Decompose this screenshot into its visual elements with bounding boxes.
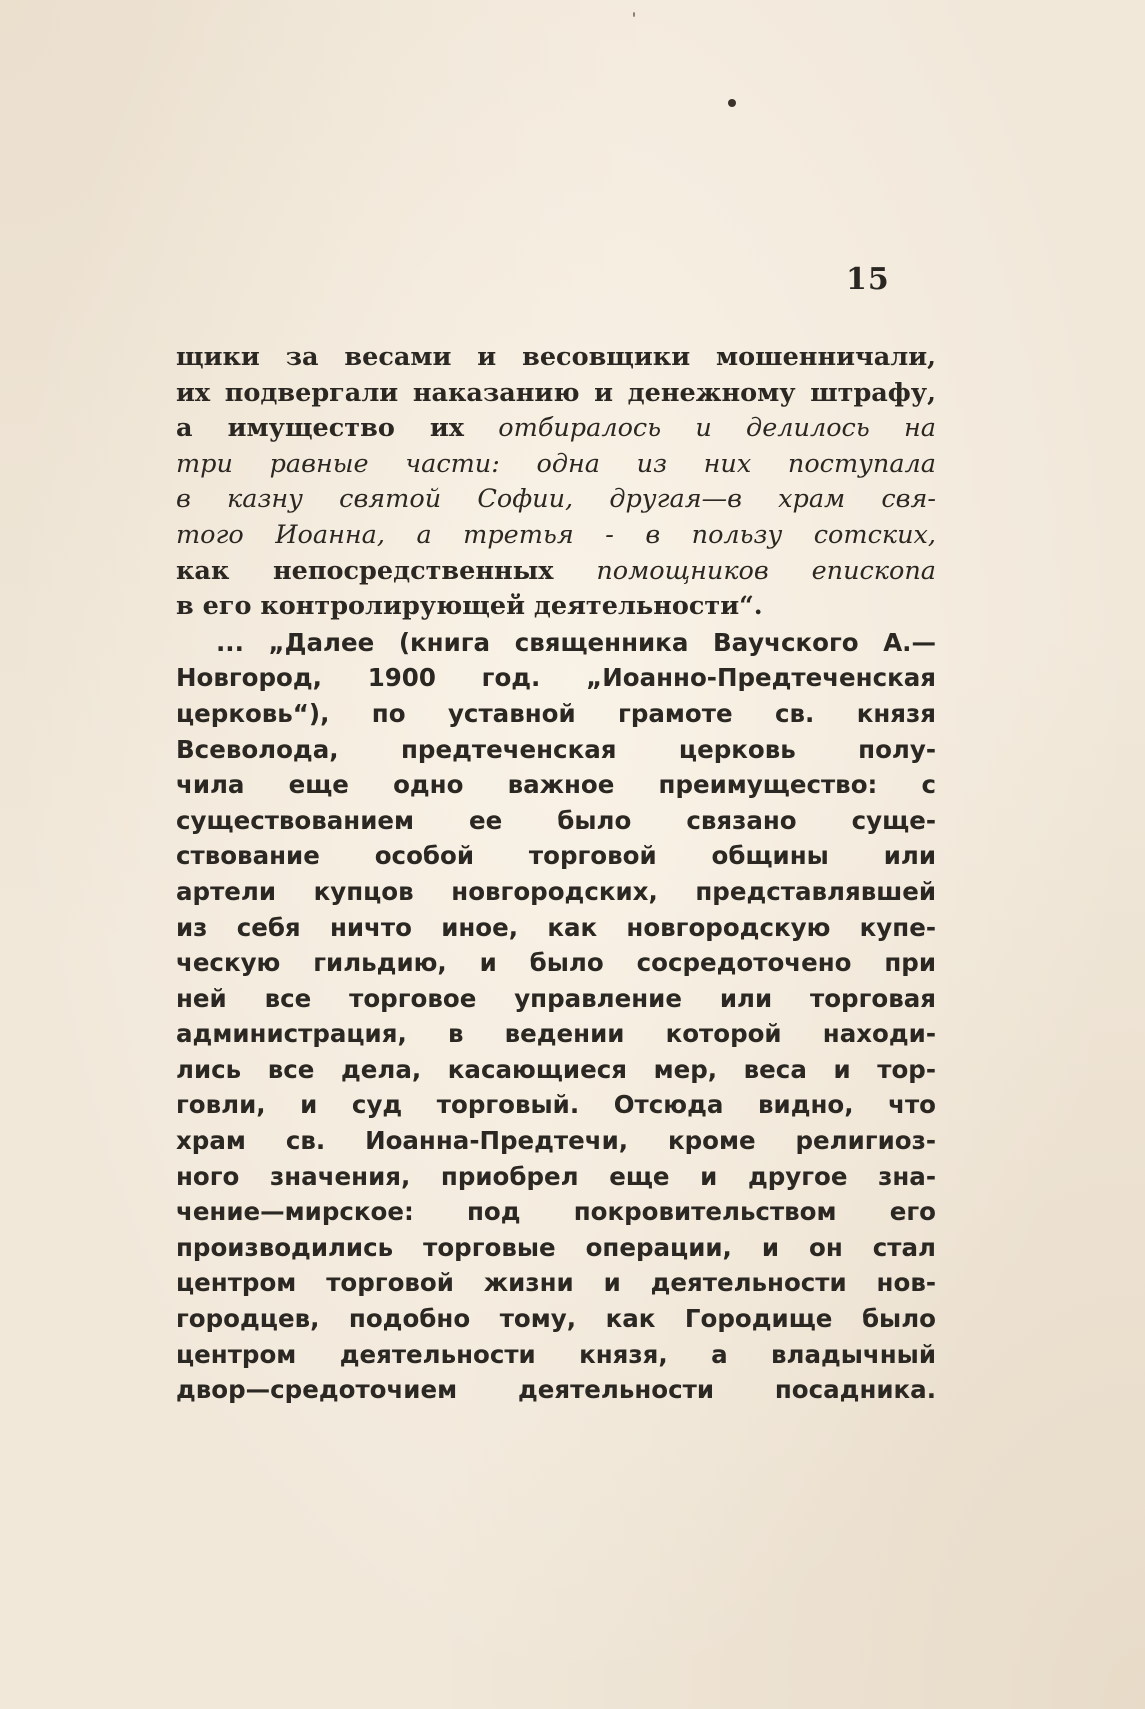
page-number: 15 bbox=[846, 262, 890, 297]
text-line: двор—средоточием деятельности посадника. bbox=[176, 1375, 936, 1405]
text-run-plain: а имущество их bbox=[176, 413, 464, 444]
paper-speck bbox=[633, 12, 635, 17]
text-line bbox=[176, 554, 936, 590]
text-line: говли, и суд торговый. Отсюда видно, что bbox=[176, 1090, 936, 1120]
text-line: существованием ее было связано суще- bbox=[176, 805, 936, 835]
text-line: храм св. Иоанна-Предтечи, кроме религиоз- bbox=[176, 1126, 936, 1156]
text-line: щики за весами и весовщики мошенничали, bbox=[176, 342, 936, 372]
text-line: чила еще одно важное преимущество: с bbox=[176, 770, 936, 800]
text-line: ческую гильдию, и было сосредоточено при bbox=[176, 948, 936, 978]
paragraph-2 bbox=[176, 625, 936, 1408]
text-line: ного значения, приобрел еще и другое зна- bbox=[176, 1161, 936, 1191]
text-line: церковь“), по уставной грамоте св. князя bbox=[176, 698, 936, 728]
text-line: из себя ничто иное, как новгородскую купе- bbox=[176, 912, 936, 942]
text-line: в казну святой Софии, другая—в храм свя- bbox=[176, 484, 936, 515]
text-line: лись все дела, касающиеся мер, веса и тор- bbox=[176, 1054, 936, 1084]
text-line: артели купцов новгородских, представлявшей bbox=[176, 876, 936, 906]
text-line: производились торговые операции, и он стал bbox=[176, 1232, 936, 1262]
text-line: Всеволода, предтеченская церковь полу- bbox=[176, 734, 936, 764]
text-line: городцев, подобно тому, как Городище было bbox=[176, 1304, 936, 1334]
text-line: администрация, в ведении которой находи- bbox=[176, 1019, 936, 1049]
paper-speck bbox=[728, 99, 736, 107]
paragraph-1 bbox=[176, 340, 936, 625]
text-line: центром деятельности князя, а владычный bbox=[176, 1339, 936, 1369]
text-line: три равные части: одна из них поступала bbox=[176, 448, 936, 479]
text-line: центром торговой жизни и деятельности нов- bbox=[176, 1268, 936, 1298]
text-run-italic: помощников епископа bbox=[596, 555, 937, 586]
text-line: ней все торговое управление или торговая bbox=[176, 983, 936, 1013]
text-line: в его контролирующей деятельности“. bbox=[176, 591, 763, 622]
text-line: ствование особой торговой общины или bbox=[176, 841, 936, 871]
text-line: чение—мирское: под покровительством его bbox=[176, 1197, 936, 1227]
text-run-italic: отбиралось и делилось на bbox=[498, 413, 936, 444]
text-line bbox=[176, 411, 936, 447]
page-body bbox=[176, 340, 936, 1408]
text-line: ... „Далее (книга священника Ваучского А.— bbox=[216, 627, 936, 657]
text-line: их подвергали наказанию и денежному штрафу, bbox=[176, 377, 936, 408]
text-run-plain: как непосредственных bbox=[176, 555, 554, 586]
text-line: того Иоанна, а третья - в пользу сотских, bbox=[176, 519, 936, 550]
text-line: Новгород, 1900 год. „Иоанно-Предтеченская bbox=[176, 663, 936, 693]
